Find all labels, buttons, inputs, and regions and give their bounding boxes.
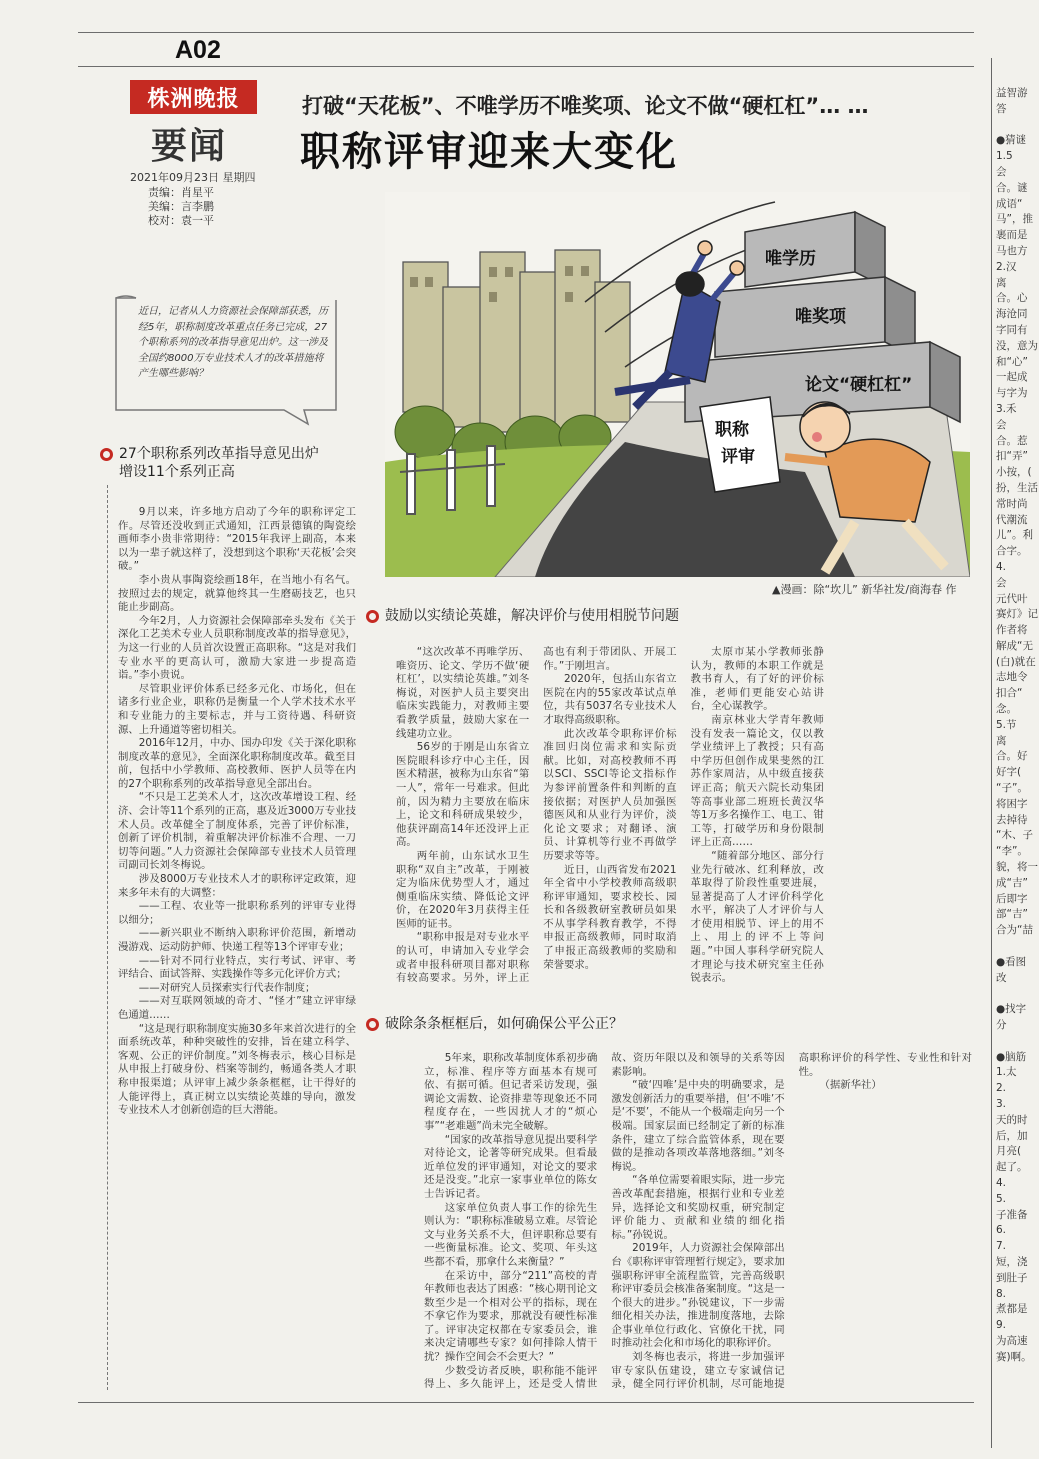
adjacent-text-line: 益智游 — [996, 87, 1028, 99]
adjacent-text-line — [996, 986, 1039, 1002]
body-paragraph: “不只是工艺美术人才，这次改革增设工程、经济、会计等11个系列的正高，惠及近3000万专业技术人员。改革健全了制度体系，完善了评价标准，创新了评价机制，着重解决评价标准不合理、一刀切等问题。”人力资源社会保障部专业技术人员管理司副司长刘冬梅说。 — [118, 791, 356, 872]
adjacent-text-line: 儿”。利 — [996, 529, 1033, 542]
body-paragraph: 南京林业大学青年教师没有发表一篇论文，仅以教学业绩评上了教授；只有高中学历但创作成果斐然的江苏作家周洁，从中级直接获评正高；航天六院长动集团等高事业部二班班长黄汉华等1万多名操作工、电工、钳工等，打破学历和身份限制评上正高…… — [690, 713, 824, 849]
subhead-bullet-icon-3 — [366, 1018, 379, 1031]
adjacent-text-line: 元代叶 — [996, 592, 1028, 605]
adjacent-text-line: 字同有 — [996, 323, 1028, 336]
adjacent-text-line: 扣“弄” — [996, 450, 1028, 463]
adjacent-text-line: 离 — [996, 276, 1007, 289]
body-paragraph: 5年来，职称改革制度体系初步确立，标准、程序等方面基本有规可依、有据可循。但记者采访发现，强调论文需数、论资排辈等现象还不同程度存在，一些因扰人才的“烦心事”“老难题”尚未完全破解。 — [424, 1052, 598, 1132]
adjacent-column-text — [996, 86, 1039, 1366]
headline-kicker: 打破“天花板”、不唯学历不唯奖项、论文不做“硬杠杠”… … — [302, 94, 869, 118]
adjacent-text-line: 分 — [996, 1019, 1007, 1032]
body-paragraph: “职称申报是对专业水平的认可，申请加入专业学会或者申报科研项目都对职称有较高要求。另外，评上正高也有利于带团队、开展工作。”于刚坦言。 — [396, 646, 677, 985]
section1-subhead-line2: 增设11个系列正高 — [119, 464, 235, 480]
adjacent-text-line: 9. — [996, 1319, 1007, 1332]
adjacent-text-line: 到肚子 — [996, 1271, 1028, 1284]
section1-subhead — [100, 445, 319, 481]
adjacent-text-line: 子准备 — [996, 1208, 1028, 1221]
adjacent-text-line: 一起成 — [996, 371, 1028, 384]
section2-subhead-text: 鼓励以实绩论英雄，解决评价与使用相脱节问题 — [385, 608, 679, 624]
adjacent-puzzle-column — [991, 58, 1039, 1448]
body-paragraph: 涉及8000万专业技术人才的职称评定政策，迎来多年未有的大调整： — [118, 873, 356, 899]
body-paragraph: 在采访中，部分“211”高校的青年教师也表达了困惑：“核心期刊论文数至少是一个相对公平的指标，现在不拿它作为要求，那就没有硬性标准了。评审决定权都在专家委员会，谁来决定请哪些专家？如何排除人情干扰？操作空间会不会更大？” — [424, 1269, 598, 1364]
section1-subhead-line1: 27个职称系列改革指导意见出炉 — [119, 446, 319, 462]
adjacent-text-line: 4. — [996, 560, 1007, 573]
top-rule — [78, 32, 974, 33]
body-paragraph: ——对研究人员探索实行代表作制度； — [138, 981, 316, 994]
adjacent-text-line: 答 — [996, 102, 1007, 115]
body-paragraph: ——针对不同行业特点，实行考试、评审、考评结合、面试答辩、实践操作等多元化评价方式； — [118, 954, 356, 981]
adjacent-text-line: 煮都是 — [996, 1303, 1028, 1316]
adjacent-text-line: 月亮( — [996, 1145, 1022, 1158]
illustration-caption: ▲漫画：除“坎儿” 新华社发/商海春 作 — [772, 583, 957, 596]
subhead-bullet-icon-2 — [366, 610, 379, 623]
body-paragraph: 少数受访者反映，职称能不能评得上、多久能评上，还是受人情世故、资历年限以及和领导的关系等因素影响。 — [424, 1052, 785, 1391]
body-paragraph: 56岁的于刚是山东省立医院眼科诊疗中心主任，因医术精湛，被称为山东省“第一人”，常年一号难求。但此前，因为精力主要放在临床上，论文和科研成果较少，他获评副高14年还没评上正高。 — [396, 741, 530, 849]
body-paragraph: 2019年，人力资源社会保障部出台《职称评审管理暂行规定》，要求加强职称评审全流程监管，完善高级职称评审委员会核准备案制度。“这是一个很大的进步。”孙锐建议，下一步需细化相关办法，推进制度落地，去除企事业单位行政化、官僚化干扰，同时推动社会化和市场化的职称评价。 — [611, 1242, 785, 1350]
adjacent-text-line: 扮，生活 — [996, 481, 1038, 494]
adjacent-text-line: “子”。 — [996, 782, 1028, 795]
designer-line: 美编：言李鹏 — [148, 200, 214, 213]
body-paragraph: 刘冬梅也表示，将进一步加强评审专家队伍建设，建立专家诚信记录，健全同行评价机制，尽可能地提高职称评价的科学性、专业性和针对性。 — [611, 1052, 972, 1391]
adjacent-text-line: 5. — [996, 1192, 1007, 1205]
page-headline: 职称评审迎来大变化 — [300, 129, 678, 175]
adjacent-text-line: 合。惹 — [996, 434, 1028, 447]
adjacent-text-line: 作者将 — [996, 624, 1028, 637]
adjacent-text-line: 起了。 — [996, 1161, 1028, 1174]
adjacent-text-line: ●看图 — [996, 955, 1027, 968]
masthead-logo — [130, 80, 257, 114]
adjacent-text-line: 成语“ — [996, 197, 1023, 210]
step-label-3: 论文“硬杠杠” — [805, 375, 913, 395]
adjacent-text-line: 将困字 — [996, 797, 1028, 810]
body-paragraph: ——新兴职业不断纳入职称评价范围，新增动漫游戏、运动防护师、快递工程等13个评审专业； — [118, 927, 356, 953]
adjacent-text-line: 1.太 — [996, 1066, 1017, 1079]
section3-subhead-text: 破除条条框框后，如何确保公平公正？ — [385, 1016, 623, 1032]
adjacent-text-line: 赛灯》记 — [996, 608, 1038, 621]
editor-line: 责编：肖星平 — [148, 186, 214, 199]
adjacent-text-line: 解成“无 — [996, 639, 1033, 652]
adjacent-text-line: 志地令 — [996, 671, 1028, 684]
adjacent-text-line: 会 — [996, 165, 1007, 178]
proofreader-line: 校对：袁一平 — [148, 214, 214, 227]
adjacent-text-line: 没，意为 — [996, 339, 1038, 352]
subhead-bullet-icon — [100, 448, 113, 461]
body-paragraph: （据新华社） — [819, 1079, 882, 1092]
adjacent-text-line: 部“吉” — [996, 908, 1028, 921]
adjacent-text-line: 2.汉 — [996, 260, 1017, 273]
adjacent-text-line: 后即字 — [996, 892, 1028, 905]
adjacent-text-line: ●脑筋 — [996, 1050, 1027, 1063]
body-paragraph: 太原市某小学教师张静认为，教师的本职工作就是教书育人，有了好的评价标准，老师们更能安心站讲台，全心谋教学。 — [690, 646, 824, 713]
masthead-text: 株洲晚报 — [147, 85, 240, 112]
section1-margin-rule — [107, 485, 108, 1390]
adjacent-text-line: 7. — [996, 1240, 1007, 1253]
page-number: A02 — [175, 36, 221, 64]
adjacent-text-line: 会 — [996, 418, 1007, 431]
body-paragraph: 2020年，包括山东省立医院在内的55家改革试点单位，共有5037名专业技术人才取得高级职称。 — [543, 673, 677, 726]
body-paragraph: ——对互联网领域的奇才、“怪才”建立评审绿色通道…… — [118, 995, 356, 1021]
adjacent-text-line: 貌，将一 — [996, 861, 1038, 874]
adjacent-text-line: 和“心” — [996, 355, 1028, 368]
body-paragraph: 近日，山西省发布2021年全省中小学校教师高级职称评审通知，要求校长、园长和各级教研室教研员如果不从事学科教育教学，不得申报正高级教师，同时取消了申报正高级教师的奖励和荣誉要求。 — [543, 863, 677, 971]
body-paragraph: 此次改革令职称评价标准回归岗位需求和实际贡献。比如，对高校教师不再以SCI、SSCI等论文指标作为参评前置条件和判断的直接依据；对医护人员加强医德医风和从业行为评价，淡化论文要求；对翻译、演员、计算机等行业不再做学历要求等等。 — [543, 727, 677, 862]
body-paragraph: 两年前，山东试水卫生职称“双自主”改革，于刚被定为临床优势型人才，通过侧重临床实绩、降低论文评价，在2020年3月获得主任医师的证书。 — [396, 849, 530, 930]
top-rule-inner — [78, 66, 974, 67]
adjacent-text-line: 与字为 — [996, 387, 1028, 400]
body-paragraph: 这家单位负责人事工作的徐先生则认为：“职称标准破易立难。尽管论文与业务关系不大，但评职称总要有一些衡量标准。论文、奖项、年头这些都不看，那拿什么来衡量？” — [424, 1201, 598, 1268]
bottom-rule — [78, 1402, 974, 1403]
adjacent-text-line: (白)就在 — [996, 655, 1036, 668]
step-label-2: 唯奖项 — [795, 307, 846, 327]
section3-subhead — [366, 1015, 623, 1033]
paper-label-2: 评审 — [721, 447, 755, 467]
adjacent-text-line: 马也方 — [996, 244, 1028, 257]
body-paragraph: 尽管职业评价体系已经多元化、市场化，但在诸多行业企业，职称仍是衡量一个人学术技术水平和专业能力的主要标志，并与工资待遇、科研资源、上升通道等密切相关。 — [118, 682, 356, 736]
adjacent-text-line: ●猜谜 — [996, 134, 1027, 147]
adjacent-text-line: 8. — [996, 1287, 1007, 1300]
adjacent-text-line: 为高速 — [996, 1334, 1028, 1347]
adjacent-text-line: 成“吉” — [996, 876, 1028, 889]
adjacent-text-line: 马”，推 — [996, 213, 1033, 226]
adjacent-text-line: 5.节 — [996, 718, 1017, 731]
adjacent-text-line: 好字( — [996, 766, 1022, 779]
adjacent-text-line: 改 — [996, 971, 1007, 984]
adjacent-text-line: 2. — [996, 1082, 1007, 1095]
adjacent-text-line: 赛)啊。 — [996, 1350, 1032, 1363]
section1-body — [118, 506, 356, 1392]
body-paragraph: “国家的改革指导意见提出要科学对待论文，论著等研究成果。但看最近单位发的评审通知，对论文的要求还是没变。”北京一家事业单位的陈女士告诉记者。 — [424, 1133, 598, 1200]
adjacent-text-line: 4. — [996, 1176, 1007, 1189]
adjacent-text-line: 代潮流 — [996, 513, 1028, 526]
adjacent-text-line: 合为“喆 — [996, 924, 1033, 937]
adjacent-text-line: 裹而是 — [996, 229, 1028, 242]
adjacent-text-line: ●找字 — [996, 1003, 1027, 1016]
adjacent-text-line: 小按，( — [996, 466, 1032, 479]
adjacent-text-line: 常时尚 — [996, 497, 1028, 510]
adjacent-text-line: 扣合“ — [996, 687, 1023, 700]
section2-body — [396, 646, 971, 995]
body-paragraph: “各单位需要着眼实际，进一步完善改革配套措施，根据行业和专业差异，选择论文和奖励权重，研究制定评价能力、贡献和业绩的细化指标。”孙锐说。 — [611, 1174, 785, 1241]
adjacent-text-line: “李”。 — [996, 845, 1028, 858]
adjacent-text-line: 会 — [996, 576, 1007, 589]
adjacent-text-line: 3. — [996, 1098, 1007, 1110]
adjacent-text-line: 3.禾 — [996, 402, 1017, 415]
adjacent-text-line — [996, 939, 1039, 955]
body-paragraph: “破‘四唯’是中央的明确要求，是激发创新活力的重要举措，但‘不唯’不是‘不要’，不能从一个极端走向另一个极端。国家层面已经制定了新的标准条件，建立了综合监管体系，现在要做的是推动各项改革落地落细。”刘冬梅说。 — [611, 1079, 785, 1173]
date-line: 2021年09月23日 星期四 — [130, 171, 256, 184]
body-paragraph: “这是现行职称制度实施30多年来首次进行的全面系统改革，种种突破性的安排，旨在建立科学、客观、公正的评价制度。”刘冬梅表示，核心目标是从申报上打破身份、档案等制约，畅通各类人才职称申报渠道；从评审上减少条条框框，让干得好的人能评得上，真正树立以实绩论英雄的导向，激发专业技术人才创新创造的巨大潜能。 — [118, 1022, 356, 1117]
adjacent-text-line: 合。谜 — [996, 181, 1028, 194]
section-name: 要闻 — [151, 125, 228, 167]
body-paragraph: 2016年12月，中办、国办印发《关于深化职称制度改革的意见》，全面深化职称制度改革。截至目前，包括中小学教师、高校教师、医护人员等在内的27个职称系列的改革指导意见全部出台。 — [118, 737, 356, 790]
body-paragraph: 今年2月，人力资源社会保障部牵头发布《关于深化工艺美术专业人员职称制度改革的指导意见》，为这一行业的人员首次设置正高职称。“这是对我们专业水平的更高认可，激励大家进一步提高造诣。”李小贵说。 — [118, 614, 356, 682]
adjacent-text-line: 去掉待 — [996, 813, 1028, 826]
adjacent-text-line: 离 — [996, 734, 1007, 747]
adjacent-text-line: 合。好 — [996, 750, 1028, 763]
adjacent-text-line: 6. — [996, 1224, 1007, 1237]
body-paragraph: “随着部分地区、部分行业先行破冰、红利释放，改革取得了阶段性重要进展，显著提高了人才评价科学化水平，解决了人才评价与人才使用相脱节、评上的用不上、用上的评不上等问题。”中国人事科学研究院人才理论与技术研究室主任孙锐表示。 — [690, 849, 824, 985]
adjacent-text-line: 海沧同 — [996, 308, 1028, 321]
adjacent-text-line: 合。心 — [996, 292, 1028, 305]
adjacent-text-line: 后，加 — [996, 1129, 1028, 1142]
adjacent-text-line — [996, 118, 1039, 134]
adjacent-text-line: 1.5 — [996, 150, 1013, 163]
adjacent-text-line — [996, 1034, 1039, 1050]
section2-subhead — [366, 607, 679, 625]
body-paragraph: ——工程、农业等一批职称系列的评审专业得以细分； — [118, 900, 356, 926]
adjacent-text-line: 天的时 — [996, 1113, 1028, 1126]
body-paragraph: 李小贵从事陶瓷绘画18年，在当地小有名气。按照过去的规定，就算他终其一生磨砺技艺，也只能止步副高。 — [118, 573, 356, 614]
body-paragraph: “这次改革不再唯学历、唯资历、论文、学历不做‘硬杠杠’，以实绩论英雄。”刘冬梅说，对医护人员主要突出临床实践能力，对教师主要看教学质量，鼓励大家在一线建功立业。 — [396, 646, 530, 740]
body-paragraph: 9月以来，许多地方启动了今年的职称评定工作。尽管还没收到正式通知，江西景德镇的陶瓷绘画师李小贵非常期待：“2015年我评上副高，本来以为一辈子就这样了，没想到这个职称‘天花板’会突破。” — [118, 506, 356, 573]
adjacent-text-line: 念。 — [996, 703, 1017, 716]
adjacent-text-line: 短，浇 — [996, 1255, 1028, 1268]
intro-paragraph: 近日，记者从人力资源社会保障部获悉，历经5年，职称制度改革重点任务已完成，27个职称系列的改革指导意见出炉。这一涉及全国约8000万专业技术人才的改革措施将产生哪些影响？ — [138, 306, 328, 379]
adjacent-text-line: “木、子 — [996, 829, 1033, 842]
paper-label-1: 职称 — [715, 420, 749, 440]
cartoon-illustration — [385, 192, 970, 577]
adjacent-text-line: 合字。 — [996, 545, 1028, 558]
step-label-1: 唯学历 — [765, 249, 816, 269]
section3-body — [424, 1052, 972, 1397]
